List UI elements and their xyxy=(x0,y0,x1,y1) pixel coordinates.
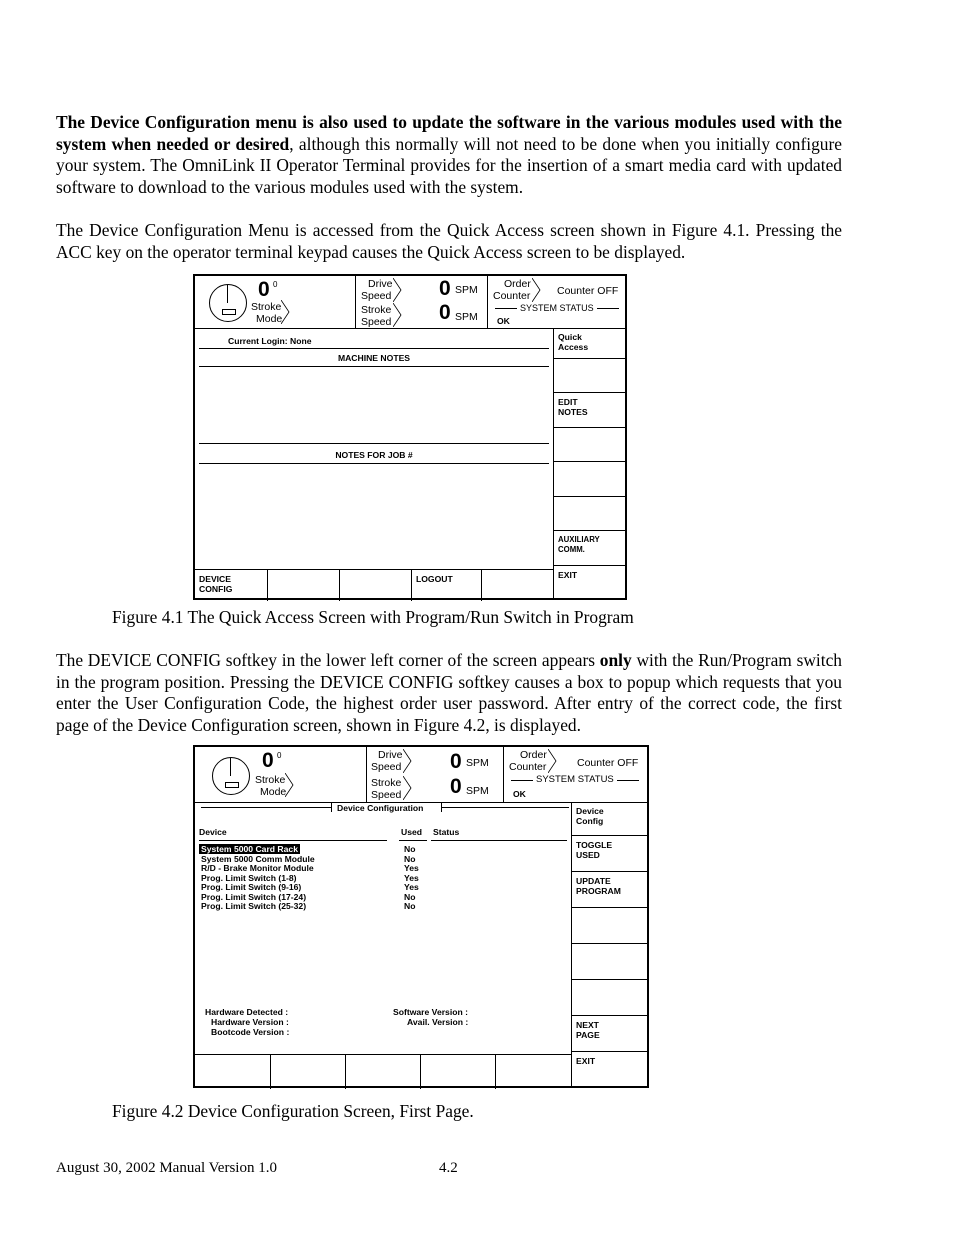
bottom-softkeys xyxy=(195,1054,571,1089)
side-key-4[interactable] xyxy=(553,428,625,462)
status-value: OK xyxy=(497,316,510,326)
avail-version-label: Avail. Version : xyxy=(407,1017,469,1027)
page-number: 4.2 xyxy=(439,1160,458,1176)
status-column-header: Status xyxy=(433,827,460,837)
device-name[interactable]: Prog. Limit Switch (9-16) xyxy=(201,882,302,892)
gauge-icon xyxy=(212,757,250,795)
device-name[interactable]: R/D - Brake Monitor Module xyxy=(201,863,314,873)
notes-for-job-title: NOTES FOR JOB # xyxy=(335,450,413,460)
stroke-spm-unit: SPM xyxy=(455,311,478,323)
used-column-header: Used xyxy=(401,827,423,837)
order-label: Order xyxy=(520,749,547,761)
device-config-key[interactable]: DEVICE CONFIG xyxy=(199,574,233,594)
side-key-4[interactable] xyxy=(571,908,647,944)
toggle-used-key[interactable]: TOGGLE USED xyxy=(571,836,647,872)
bottom-key-2[interactable] xyxy=(270,1055,345,1089)
device-name[interactable]: Prog. Limit Switch (17-24) xyxy=(201,892,307,902)
counter-label: Counter xyxy=(493,290,531,302)
intro-rest: , although this normally will not need to be done when you initially configure your system. The OmniLink II Operator Terminal provides for the insertion of a smart media card with updated software to download to the various modules used with the system. xyxy=(56,133,842,197)
intro-bold: The Device Configuration menu is also used to update the software in the various modules used with the system when needed or desired xyxy=(56,112,842,154)
mode-label: Mode xyxy=(260,786,287,798)
stroke-label: Stroke xyxy=(255,774,286,786)
bottom-key-3[interactable] xyxy=(345,1055,420,1089)
used-value: No xyxy=(404,892,416,902)
used-value: No xyxy=(404,844,416,854)
logout-key[interactable]: LOGOUT xyxy=(411,570,481,601)
counter-value: 0 xyxy=(262,749,274,772)
bottom-key-2[interactable] xyxy=(267,570,339,601)
counter-off: Counter OFF xyxy=(557,285,619,297)
used-value: No xyxy=(404,901,416,911)
machine-notes-title: MACHINE NOTES xyxy=(337,353,411,363)
gauge-icon xyxy=(209,284,247,322)
footer-date-version: August 30, 2002 Manual Version 1.0 xyxy=(56,1160,277,1176)
stroke-speed-label: Stroke xyxy=(371,777,402,789)
side-key-5[interactable] xyxy=(571,944,647,980)
device-name[interactable]: Prog. Limit Switch (1-8) xyxy=(201,873,297,883)
status-value: OK xyxy=(513,789,526,799)
bottom-softkeys xyxy=(195,569,553,601)
device-config-screen xyxy=(193,745,649,1088)
intro-paragraph xyxy=(56,112,842,198)
side-key-6[interactable] xyxy=(553,497,625,531)
drive-speed-label: Speed xyxy=(371,761,402,773)
current-login: Current Login: None xyxy=(228,336,312,346)
exit-key[interactable]: EXIT xyxy=(571,1052,647,1088)
bottom-key-1[interactable] xyxy=(195,1055,270,1089)
status-bar xyxy=(195,747,647,803)
drive-spm-unit: SPM xyxy=(466,757,489,769)
side-softkeys xyxy=(553,328,625,600)
drive-spm-unit: SPM xyxy=(455,284,478,296)
chevron-right-icon xyxy=(393,278,405,302)
counter-label: Counter xyxy=(509,761,547,773)
drive-label: Drive xyxy=(368,278,393,290)
chevron-right-icon xyxy=(532,278,544,302)
para3-before: The DEVICE CONFIG softkey in the lower left corner of the screen appears xyxy=(56,650,600,670)
bottom-key-5[interactable] xyxy=(481,570,553,601)
mode-label: Mode xyxy=(256,313,283,325)
bottom-key-4[interactable] xyxy=(420,1055,495,1089)
drive-spm-value: 0 xyxy=(439,277,451,300)
counter-small: 0 xyxy=(273,280,278,289)
drive-spm-value: 0 xyxy=(450,750,462,773)
chevron-right-icon xyxy=(403,776,415,800)
para3-after: with the Run/Program switch in the program position. Pressing the DEVICE CONFIG softkey causes a box to popup which requests that you enter the User Configuration Code, the highest order user password. After entry of the correct code, the first page of the Device Configuration screen, shown in Figure 4.2, is displayed. xyxy=(56,650,842,735)
next-page-key[interactable]: NEXT PAGE xyxy=(571,1016,647,1052)
auxiliary-comm-key[interactable]: AUXILIARY COMM. xyxy=(553,531,625,566)
screen-title: Device Configuration xyxy=(337,803,424,813)
used-value: No xyxy=(404,854,416,864)
access-paragraph: The Device Configuration Menu is accessed from the Quick Access screen shown in Figure 4.1. Pressing the ACC key on the operator terminal keypad causes the Quick Access screen to be displayed. xyxy=(56,220,842,262)
table-row[interactable] xyxy=(199,844,300,854)
stroke-speed-label: Stroke xyxy=(361,304,392,316)
device-config-paragraph xyxy=(56,650,842,736)
figure-4-2-caption: Figure 4.2 Device Configuration Screen, First Page. xyxy=(112,1101,474,1121)
quick-access-screen xyxy=(193,274,627,600)
device-column-header: Device xyxy=(199,827,227,837)
edit-notes-key[interactable]: EDIT NOTES xyxy=(553,393,625,428)
figure-4-1-caption: Figure 4.1 The Quick Access Screen with Program/Run Switch in Program xyxy=(112,607,634,627)
counter-small: 0 xyxy=(277,751,282,760)
bottom-key-3[interactable] xyxy=(339,570,411,601)
hardware-detected-label: Hardware Detected : xyxy=(205,1007,289,1017)
used-value: Yes xyxy=(404,873,419,883)
status-bar xyxy=(195,276,625,329)
used-value: Yes xyxy=(404,863,419,873)
stroke-speed-label2: Speed xyxy=(371,789,402,801)
quick-access-key[interactable]: Quick Access xyxy=(553,328,625,359)
used-value: Yes xyxy=(404,882,419,892)
side-key-5[interactable] xyxy=(553,462,625,497)
side-softkeys xyxy=(571,802,647,1088)
stroke-label: Stroke xyxy=(251,301,282,313)
counter-value: 0 xyxy=(258,278,270,301)
order-label: Order xyxy=(504,278,531,290)
bottom-key-5[interactable] xyxy=(495,1055,571,1089)
software-version-label: Software Version : xyxy=(393,1007,468,1017)
stroke-speed-label2: Speed xyxy=(361,316,392,328)
system-status-label: SYSTEM STATUS xyxy=(520,303,594,313)
chevron-right-icon xyxy=(393,303,405,327)
side-key-2[interactable] xyxy=(553,359,625,393)
para3-bold: only xyxy=(599,650,632,670)
device-config-key[interactable]: Device Config xyxy=(571,802,647,836)
stroke-spm-unit: SPM xyxy=(466,785,489,797)
chevron-right-icon xyxy=(285,773,297,797)
device-name[interactable]: Prog. Limit Switch (25-32) xyxy=(201,901,307,911)
counter-off: Counter OFF xyxy=(577,757,639,769)
drive-speed-label: Speed xyxy=(361,290,392,302)
side-key-6[interactable] xyxy=(571,980,647,1016)
hardware-version-label: Hardware Version : xyxy=(211,1017,289,1027)
device-name: System 5000 Card Rack xyxy=(201,844,298,854)
update-program-key[interactable]: UPDATE PROGRAM xyxy=(571,872,647,908)
drive-label: Drive xyxy=(378,749,403,761)
stroke-spm-value: 0 xyxy=(450,775,462,798)
bootcode-version-label: Bootcode Version : xyxy=(211,1027,290,1037)
chevron-right-icon xyxy=(403,749,415,773)
chevron-right-icon xyxy=(548,749,560,773)
device-name[interactable]: System 5000 Comm Module xyxy=(201,854,315,864)
stroke-spm-value: 0 xyxy=(439,301,451,324)
chevron-right-icon xyxy=(281,300,293,324)
system-status-label: SYSTEM STATUS xyxy=(536,774,614,785)
exit-key[interactable]: EXIT xyxy=(553,566,625,600)
